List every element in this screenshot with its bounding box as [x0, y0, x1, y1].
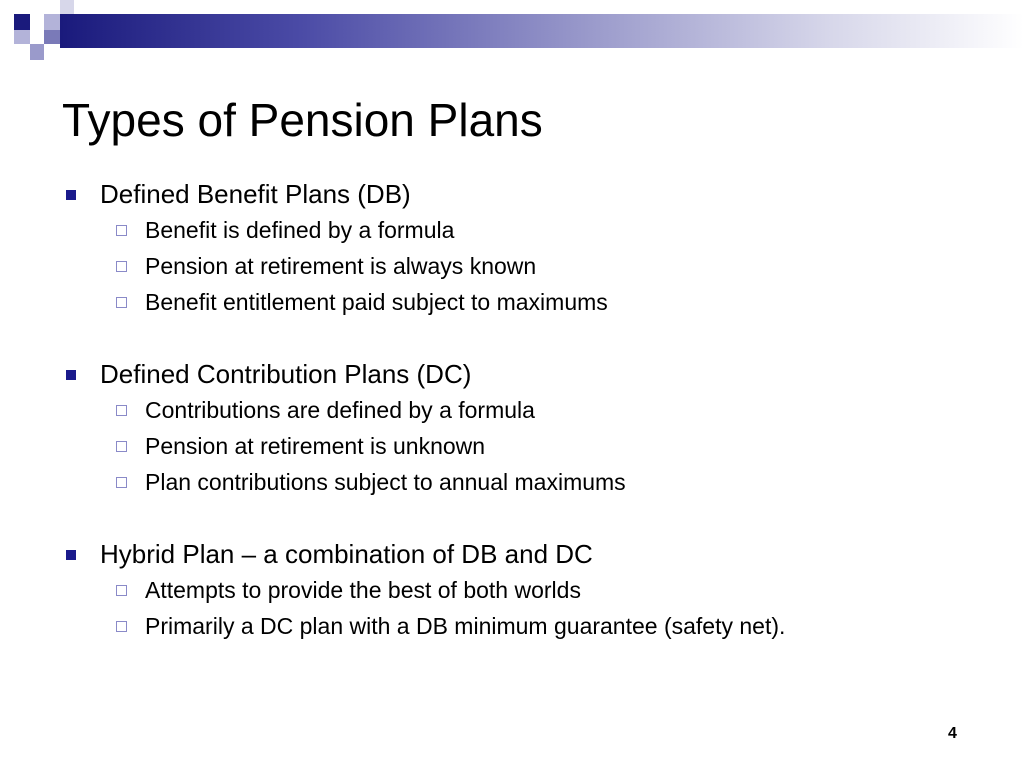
sub-bullet-text: Pension at retirement is unknown: [145, 433, 486, 459]
bullet-list: [62, 176, 962, 680]
hollow-square-bullet-icon: [116, 225, 127, 236]
deco-square: [30, 14, 44, 30]
sub-bullet-item: [62, 428, 962, 464]
hollow-square-bullet-icon: [116, 477, 127, 488]
bullet-text: Hybrid Plan – a combination of DB and DC: [100, 539, 593, 569]
bullet-text: Defined Benefit Plans (DB): [100, 179, 411, 209]
section-hybrid: [62, 536, 962, 644]
deco-square: [14, 14, 30, 30]
square-bullet-icon: [66, 550, 76, 560]
sub-bullet-item: [62, 608, 962, 644]
page-number: 4: [948, 725, 957, 742]
bullet-text: Defined Contribution Plans (DC): [100, 359, 472, 389]
sub-bullet-text: Attempts to provide the best of both worlds: [145, 577, 581, 603]
sub-bullet-item: [62, 392, 962, 428]
hollow-square-bullet-icon: [116, 261, 127, 272]
deco-square: [44, 14, 60, 30]
bullet-item: [62, 536, 962, 572]
deco-square: [44, 30, 60, 44]
bullet-item: [62, 356, 962, 392]
sub-bullet-text: Pension at retirement is always known: [145, 253, 537, 279]
deco-square: [30, 30, 44, 44]
sub-bullet-text: Contributions are defined by a formula: [145, 397, 535, 423]
hollow-square-bullet-icon: [116, 621, 127, 632]
deco-square: [14, 30, 30, 44]
hollow-square-bullet-icon: [116, 297, 127, 308]
header-decoration: [0, 0, 1024, 70]
slide-title: Types of Pension Plans: [62, 94, 543, 146]
sub-bullet-item: [62, 572, 962, 608]
hollow-square-bullet-icon: [116, 405, 127, 416]
sub-bullet-item: [62, 212, 962, 248]
sub-bullet-text: Benefit is defined by a formula: [145, 217, 455, 243]
section-defined-contribution: [62, 356, 962, 500]
bullet-item: [62, 176, 962, 212]
sub-bullet-text: Benefit entitlement paid subject to maximums: [145, 289, 608, 315]
deco-square: [60, 0, 74, 14]
square-bullet-icon: [66, 190, 76, 200]
sub-bullet-text: Primarily a DC plan with a DB minimum guarantee (safety net).: [145, 613, 786, 639]
hollow-square-bullet-icon: [116, 585, 127, 596]
deco-square: [30, 44, 44, 60]
header-gradient-bar: [60, 14, 1024, 48]
hollow-square-bullet-icon: [116, 441, 127, 452]
sub-bullet-item: [62, 284, 962, 320]
section-defined-benefit: [62, 176, 962, 320]
sub-bullet-item: [62, 464, 962, 500]
square-bullet-icon: [66, 370, 76, 380]
sub-bullet-text: Plan contributions subject to annual maximums: [145, 469, 626, 495]
sub-bullet-item: [62, 248, 962, 284]
